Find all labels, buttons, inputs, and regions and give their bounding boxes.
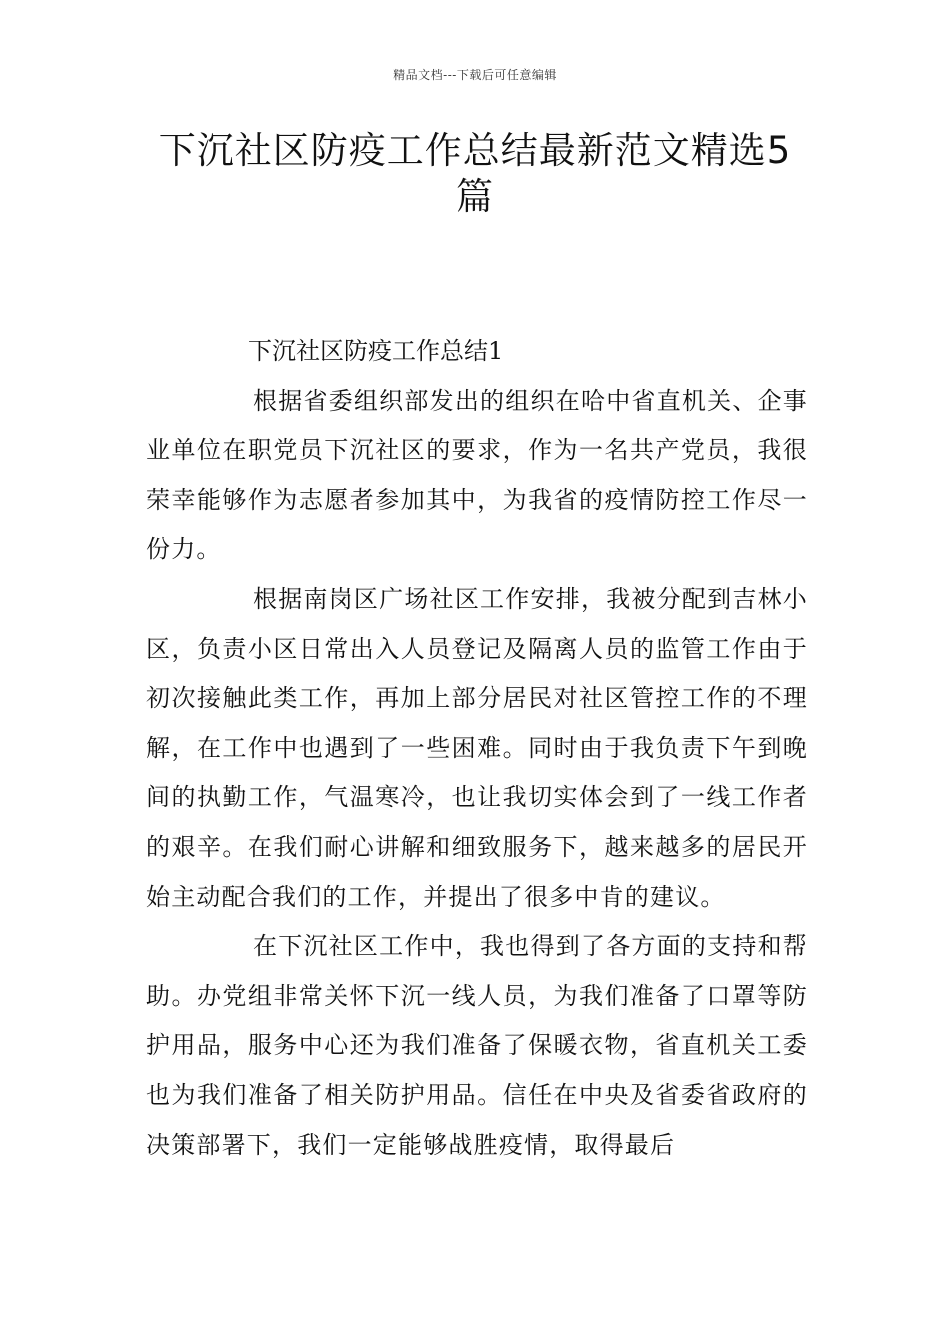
paragraph-1: 根据省委组织部发出的组织在哈中省直机关、企事业单位在职党员下沉社区的要求，作为一名共产党员，我很荣幸能够作为志愿者参加其中，为我省的疫情防控工作尽一份力。 xyxy=(146,386,808,564)
paragraph-2: 根据南岗区广场社区工作安排，我被分配到吉林小区，负责小区日常出入人员登记及隔离人员的监管工作由于初次接触此类工作，再加上部分居民对社区管控工作的不理解，在工作中也遇到了一些困难。同时由于我负责下午到晚间的执勤工作，气温寒冷，也让我切实体会到了一线工作者的艰辛。在我们耐心讲解和细致服务下，越来越多的居民开始主动配合我们的工作，并提出了很多中肯的建议。 xyxy=(146,584,808,911)
document-body xyxy=(146,327,808,1170)
section-heading: 下沉社区防疫工作总结1 xyxy=(248,337,504,365)
paragraph-3: 在下沉社区工作中，我也得到了各方面的支持和帮助。办党组非常关怀下沉一线人员，为我们准备了口罩等防护用品，服务中心还为我们准备了保暖衣物，省直机关工委也为我们准备了相关防护用品。信任在中央及省委省政府的决策部署下，我们一定能够战胜疫情，取得最后 xyxy=(146,932,808,1159)
document-title: 下沉社区防疫工作总结最新范文精选5篇 xyxy=(158,129,792,218)
header-note: 精品文档---下载后可任意编辑 xyxy=(393,68,557,82)
